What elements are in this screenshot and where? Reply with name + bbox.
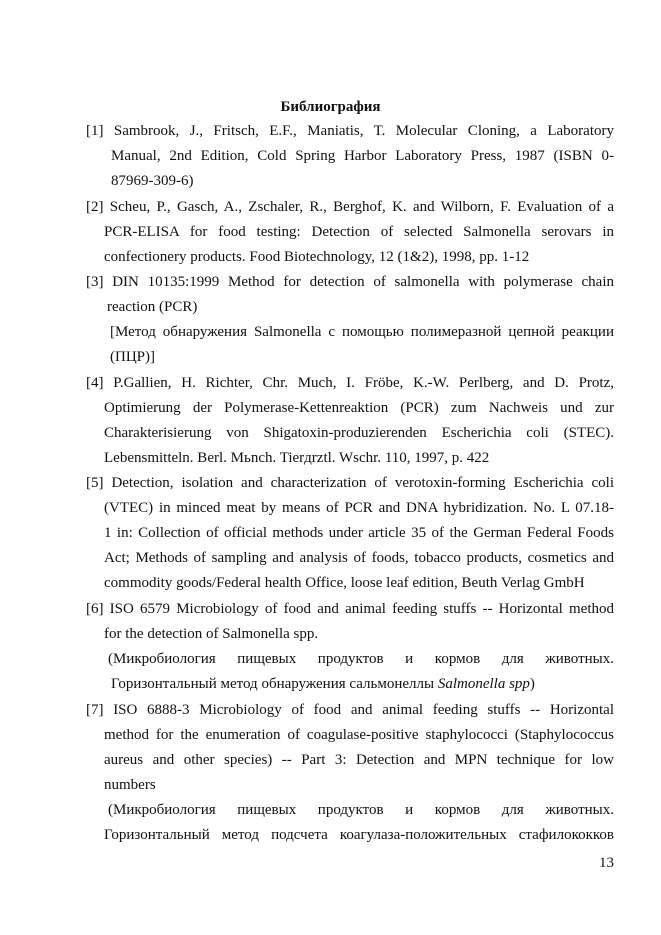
reference-6-line-3: (Микробиология пищевых продуктов и кормов для животных. (108, 651, 614, 667)
reference-6-line-2: for the detection of Salmonella spp. (104, 626, 319, 642)
reference-5-line-1: [5] Detection, isolation and characterization of verotoxin-forming Escherichia coli (86, 475, 614, 491)
reference-4-line-1: [4] P.Gallien, H. Richter, Chr. Much, I. Fröbe, K.-W. Perlberg, and D. Protz, (86, 375, 614, 391)
reference-3-line-4: (ПЦР)] (110, 349, 155, 365)
reference-7-line-2: method for the enumeration of coagulase-positive staphylococci (Staphylococcus (104, 727, 614, 743)
reference-5-line-2: (VTEC) in minced meat by means of PCR and DNA hybridization. No. L 07.18- (104, 500, 614, 516)
reference-5-line-4: Act; Methods of sampling and analysis of foods, tobacco products, cosmetics and (104, 550, 614, 566)
reference-6-italic-term: Salmonella spp (437, 676, 530, 692)
reference-4-line-3: Charakterisierung von Shigatoxin-produzierenden Escherichia coli (STEC). (104, 425, 614, 441)
reference-7-line-3: aureus and other species) -- Part 3: Detection and MPN technique for low (104, 752, 614, 768)
reference-3-line-1: [3] DIN 10135:1999 Method for detection of salmonella with polymerase chain (86, 274, 614, 290)
reference-6-line-4-text: Горизонтальный метод обнаружения сальмонеллы (111, 676, 438, 692)
reference-2-line-1: [2] Scheu, P., Gasch, A., Zschaler, R., Berghof, K. and Wilborn, F. Evaluation of a (86, 199, 614, 215)
reference-1-line-3: 87969-309-6) (111, 173, 194, 189)
reference-2-line-2: PCR-ELISA for food testing: Detection of selected Salmonella serovars in (104, 224, 614, 240)
reference-6-closing-paren: ) (529, 676, 535, 692)
reference-6-line-1: [6] ISO 6579 Microbiology of food and animal feeding stuffs -- Horizontal method (86, 601, 614, 617)
reference-7-line-4: numbers (104, 777, 156, 793)
reference-4-line-4: Lebensmitteln. Berl. Мьnch. Tierдrztl. Wschr. 110, 1997, p. 422 (104, 450, 490, 466)
reference-3-line-3: [Метод обнаружения Salmonella с помощью полимеразной цепной реакции (110, 324, 614, 340)
reference-3-line-2: reaction (PCR) (107, 299, 198, 315)
reference-6-line-4 (111, 674, 614, 694)
reference-5-line-3: 1 in: Collection of official methods under article 35 of the German Federal Foods (104, 525, 614, 541)
reference-4-line-2: Optimierung der Polymerase-Kettenreaktion (PCR) zum Nachweis und zur (104, 400, 614, 416)
page-number: 13 (599, 855, 614, 871)
page-title: Библиография (280, 99, 381, 115)
reference-7-line-1: [7] ISO 6888-3 Microbiology of food and animal feeding stuffs -- Horizontal (86, 702, 614, 718)
reference-1-line-2: Manual, 2nd Edition, Cold Spring Harbor Laboratory Press, 1987 (ISBN 0- (111, 148, 614, 164)
reference-1-line-1: [1] Sambrook, J., Fritsch, E.F., Maniatis, T. Molecular Cloning, a Laboratory (86, 123, 614, 139)
reference-5-line-5: commodity goods/Federal health Office, loose leaf edition, Beuth Verlag GmbH (104, 575, 585, 591)
reference-2-line-3: confectionery products. Food Biotechnology, 12 (1&2), 1998, pp. 1-12 (104, 249, 530, 265)
reference-7-line-6: Горизонтальный метод подсчета коагулаза-положительных стафилококков (104, 827, 614, 843)
reference-7-line-5: (Микробиология пищевых продуктов и кормов для животных. (108, 802, 614, 818)
